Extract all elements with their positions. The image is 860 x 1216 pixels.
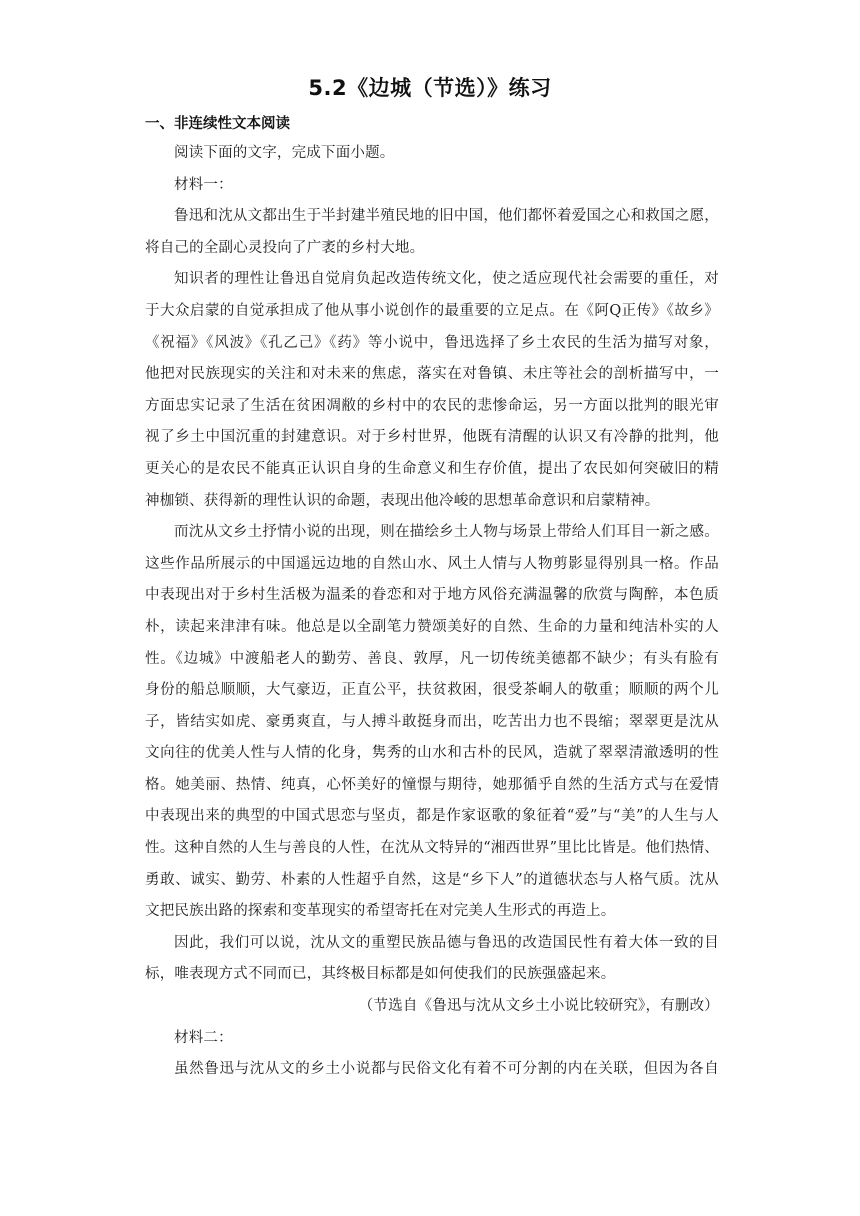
passage-line: 知识者的理性让鲁迅自觉肩负起改造传统文化，使之适应现代社会需要的重任，对 xyxy=(174,271,719,288)
passage-line: 鲁迅和沈从文都出生于半封建半殖民地的旧中国，他们都怀着爱国之心和救国之愿， xyxy=(174,208,719,225)
passage-line: 方面忠实记录了生活在贫困凋敝的乡村中的农民的悲惨命运，另一方面以批判的眼光审 xyxy=(145,397,719,414)
passage-line: 将自己的全副心灵投向了广袤的乡村大地。 xyxy=(145,239,425,256)
section-heading: 一、非连续性文本阅读 xyxy=(145,116,290,132)
passage-line: 材料二： xyxy=(174,1029,233,1046)
passage-line: 勇敢、诚实、勤劳、朴素的人性超乎自然，这是“乡下人”的道德状态与人格气质。沈从 xyxy=(145,871,719,888)
passage-line: 朴，读起来津津有味。他总是以全副笔力赞颂美好的自然、生命的力量和纯洁朴实的人 xyxy=(145,618,719,635)
passage-line: 神枷锁、获得新的理性认识的命题，表现出他冷峻的思想革命意识和启蒙精神。 xyxy=(145,492,660,509)
passage-line: 《祝福》《风波》《孔乙己》《药》等小说中，鲁迅选择了乡土农民的生活为描写对象， xyxy=(145,334,719,351)
passage-line: 虽然鲁迅与沈从文的乡土小说都与民俗文化有着不可分割的内在关联，但因为各自 xyxy=(174,1061,719,1078)
passage-line: 而沈从文乡土抒情小说的出现，则在描绘乡土人物与场景上带给人们耳目一新之感。 xyxy=(174,524,719,541)
passage-line: 更关心的是农民不能真正认识自身的生命意义和生存价值，提出了农民如何突破旧的精 xyxy=(145,460,719,477)
passage-line: 视了乡土中国沉重的封建意识。对于乡村世界，他既有清醒的认识又有冷静的批判，他 xyxy=(145,429,719,446)
passage-line: 中表现出来的典型的中国式思恋与坚贞，都是作家讴歌的象征着“爱”与“美”的人生与人 xyxy=(145,808,719,825)
document-title: 5.2《边城（节选）》练习 xyxy=(308,76,552,100)
passage-line: 中表现出对于乡村生活极为温柔的眷恋和对于地方风俗充满温馨的欣赏与陶醉，本色质 xyxy=(145,587,719,604)
passage-line: 这些作品所展示的中国遥远边地的自然山水、风土人情与人物剪影显得别具一格。作品 xyxy=(145,555,719,572)
passage-line: 性。这种自然的人生与善良的人性，在沈从文特异的“湘西世界”里比比皆是。他们热情、 xyxy=(145,840,719,857)
passage-line: 性。《边城》中渡船老人的勤劳、善良、敦厚，凡一切传统美德都不缺少；有头有脸有 xyxy=(145,650,719,667)
passage-line: 标，唯表现方式不同而已，其终极目标都是如何使我们的民族强盛起来。 xyxy=(145,966,616,983)
reading-passage xyxy=(145,138,719,1086)
passage-line: 文把民族出路的探索和变革现实的希望寄托在对完美人生形式的再造上。 xyxy=(145,903,616,920)
passage-line: 因此，我们可以说，沈从文的重塑民族品德与鲁迅的改造国民性有着大体一致的目 xyxy=(174,934,719,951)
passage-line: 阅读下面的文字，完成下面小题。 xyxy=(174,145,395,161)
passage-line: （节选自《鲁迅与沈从文乡土小说比较研究》，有删改） xyxy=(358,998,719,1015)
passage-line: 文向往的优美人性与人情的化身，隽秀的山水和古朴的民风，造就了翠翠清澈透明的性 xyxy=(145,745,719,762)
passage-line: 子，皆结实如虎、豪勇爽直，与人搏斗敢挺身而出，吃苦出力也不畏缩；翠翠更是沈从 xyxy=(145,713,719,730)
passage-line: 身份的船总顺顺，大气豪迈，正直公平，扶贫救困，很受茶峒人的敬重；顺顺的两个儿 xyxy=(145,682,719,699)
passage-line: 材料一： xyxy=(174,176,233,193)
passage-line: 他把对民族现实的关注和对未来的焦虑，落实在对鲁镇、未庄等社会的剖析描写中，一 xyxy=(145,366,719,383)
passage-line: 于大众启蒙的自觉承担成了他从事小说创作的最重要的立足点。在《阿Q正传》《故乡》 xyxy=(145,302,719,319)
passage-line: 格。她美丽、热情、纯真，心怀美好的憧憬与期待，她那循乎自然的生活方式与在爱情 xyxy=(145,776,719,793)
